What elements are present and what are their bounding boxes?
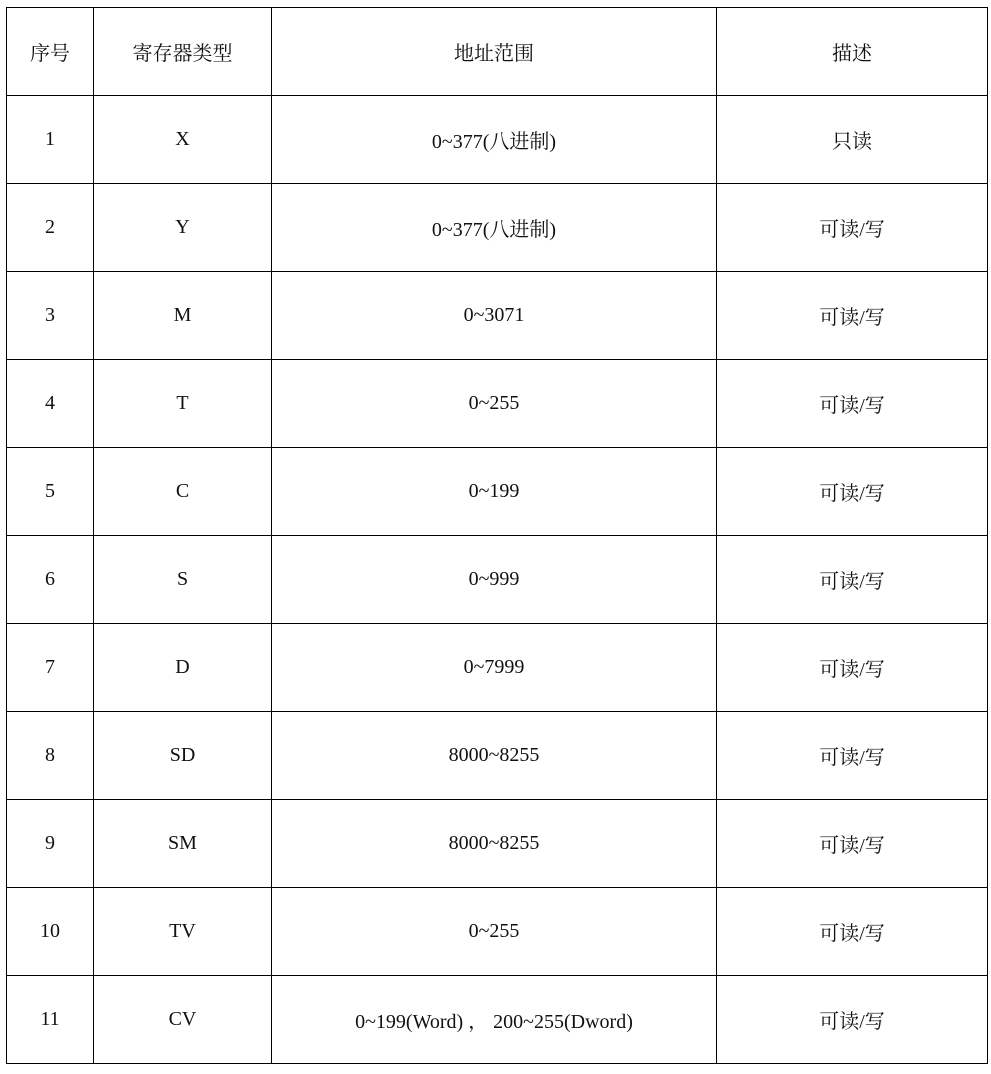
cell-description: 可读/写 — [717, 976, 988, 1064]
cell-register-type: SM — [94, 800, 272, 888]
header-description: 描述 — [717, 8, 988, 96]
table-row — [7, 888, 988, 976]
cell-description: 可读/写 — [717, 888, 988, 976]
header-address-range: 地址范围 — [272, 8, 717, 96]
table-row — [7, 184, 988, 272]
cell-register-type: Y — [94, 184, 272, 272]
table-row — [7, 448, 988, 536]
cell-address-range: 8000~8255 — [272, 800, 717, 888]
cell-register-type: M — [94, 272, 272, 360]
table-row — [7, 712, 988, 800]
table-row — [7, 272, 988, 360]
cell-index: 1 — [7, 96, 94, 184]
cell-index: 9 — [7, 800, 94, 888]
cell-description: 可读/写 — [717, 272, 988, 360]
cell-index: 10 — [7, 888, 94, 976]
table-row — [7, 800, 988, 888]
cell-register-type: SD — [94, 712, 272, 800]
cell-register-type: S — [94, 536, 272, 624]
header-register-type: 寄存器类型 — [94, 8, 272, 96]
header-row — [7, 8, 988, 96]
cell-address-range: 0~255 — [272, 360, 717, 448]
table-row — [7, 624, 988, 712]
cell-index: 11 — [7, 976, 94, 1064]
cell-register-type: CV — [94, 976, 272, 1064]
cell-index: 2 — [7, 184, 94, 272]
cell-address-range: 0~377(八进制) — [272, 96, 717, 184]
cell-index: 8 — [7, 712, 94, 800]
cell-address-range: 0~7999 — [272, 624, 717, 712]
cell-description: 只读 — [717, 96, 988, 184]
table-row — [7, 360, 988, 448]
cell-register-type: T — [94, 360, 272, 448]
header-index: 序号 — [7, 8, 94, 96]
cell-description: 可读/写 — [717, 712, 988, 800]
cell-register-type: TV — [94, 888, 272, 976]
cell-register-type: C — [94, 448, 272, 536]
table-row — [7, 96, 988, 184]
cell-description: 可读/写 — [717, 800, 988, 888]
cell-description: 可读/写 — [717, 360, 988, 448]
register-table — [6, 7, 988, 1064]
table-body — [7, 96, 988, 1064]
cell-address-range: 0~199 — [272, 448, 717, 536]
cell-address-range: 8000~8255 — [272, 712, 717, 800]
table-header — [7, 8, 988, 96]
cell-address-range: 0~255 — [272, 888, 717, 976]
cell-address-range: 0~999 — [272, 536, 717, 624]
cell-index: 6 — [7, 536, 94, 624]
table-row — [7, 536, 988, 624]
cell-index: 5 — [7, 448, 94, 536]
cell-address-range: 0~3071 — [272, 272, 717, 360]
cell-description: 可读/写 — [717, 448, 988, 536]
cell-index: 7 — [7, 624, 94, 712]
cell-address-range: 0~377(八进制) — [272, 184, 717, 272]
cell-address-range: 0~199(Word) ， 200~255(Dword) — [272, 976, 717, 1064]
cell-description: 可读/写 — [717, 536, 988, 624]
cell-register-type: X — [94, 96, 272, 184]
cell-description: 可读/写 — [717, 184, 988, 272]
cell-index: 4 — [7, 360, 94, 448]
cell-index: 3 — [7, 272, 94, 360]
table-row — [7, 976, 988, 1064]
cell-register-type: D — [94, 624, 272, 712]
cell-description: 可读/写 — [717, 624, 988, 712]
